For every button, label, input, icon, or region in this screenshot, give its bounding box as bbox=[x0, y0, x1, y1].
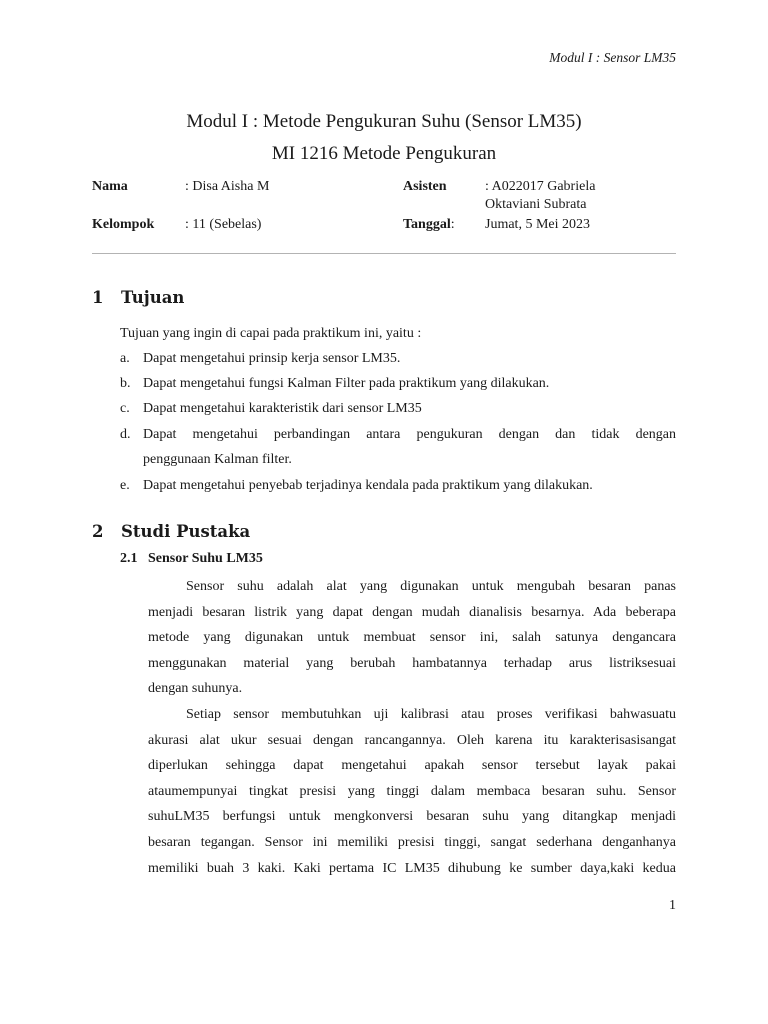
section-number: 1 bbox=[92, 288, 104, 307]
tanggal-value: Jumat, 5 Mei 2023 bbox=[485, 217, 590, 232]
list-marker: a. bbox=[120, 351, 130, 366]
paragraph-line: besaran tegangan. Sensor ini memiliki presisi tinggi, sangat sederhana denganhanya bbox=[148, 834, 676, 850]
list-marker: e. bbox=[120, 478, 130, 493]
tanggal-field bbox=[403, 214, 455, 235]
tujuan-intro: Tujuan yang ingin di capai pada praktikum ini, yaitu : bbox=[120, 326, 422, 341]
paragraph-2 bbox=[148, 702, 676, 881]
list-text: Dapat mengetahui prinsip kerja sensor LM35. bbox=[143, 351, 401, 366]
paragraph-line: menjadi besaran listrik yang dapat dengan mudah dianalisis besarnya. Ada beberapa bbox=[148, 604, 676, 620]
paragraph-line: menggunakan material yang berubah hambatannya terhadap arus listriksesuai bbox=[148, 655, 676, 671]
course-title: MI 1216 Metode Pengukuran bbox=[271, 143, 497, 164]
asisten-value-line2: Oktaviani Subrata bbox=[485, 197, 587, 212]
list-marker: c. bbox=[120, 401, 130, 416]
list-text: Dapat mengetahui karakteristik dari sensor LM35 bbox=[143, 401, 422, 416]
list-text: penggunaan Kalman filter. bbox=[143, 452, 292, 467]
paragraph-line: dengan suhunya. bbox=[148, 681, 243, 697]
list-text: Dapat mengetahui penyebab terjadinya kendala pada praktikum yang dilakukan. bbox=[143, 478, 593, 493]
paragraph-line: memiliki buah 3 kaki. Kaki pertama IC LM35 dihubung ke sumber daya,kaki kedua bbox=[148, 860, 676, 876]
section-number: 2 bbox=[92, 522, 104, 541]
paragraph-line: akurasi alat ukur sesuai dengan rancangannya. Oleh karena itu karakterisasisangat bbox=[148, 732, 676, 748]
paragraph-line: suhuLM35 berfungsi untuk mengkonversi besaran suhu yang ditangkap menjadi bbox=[148, 809, 676, 825]
subsection-title: Sensor Suhu LM35 bbox=[148, 551, 263, 566]
asisten-label: Asisten bbox=[403, 179, 447, 194]
kelompok-value: : 11 (Sebelas) bbox=[185, 217, 262, 232]
nama-value: : Disa Aisha M bbox=[185, 179, 270, 194]
paragraph-1 bbox=[148, 574, 676, 702]
tanggal-label: Tanggal bbox=[403, 217, 451, 232]
document-title: Modul I : Metode Pengukuran Suhu (Sensor LM35) bbox=[186, 111, 582, 132]
paragraph-line: diperlukan sehingga dapat mengetahui apakah sensor tersebut layak pakai bbox=[148, 758, 676, 774]
paragraph-line: metode yang digunakan untuk membuat sensor ini, salah satunya dengancara bbox=[148, 630, 676, 646]
paragraph-line: Sensor suhu adalah alat yang digunakan untuk mengubah besaran panas bbox=[186, 579, 676, 594]
list-marker: b. bbox=[120, 376, 131, 391]
header-divider bbox=[92, 253, 676, 254]
kelompok-label: Kelompok bbox=[92, 217, 155, 232]
list-text: Dapat mengetahui perbandingan antara pengukuran dengan dan tidak dengan bbox=[143, 427, 676, 442]
section-title: Studi Pustaka bbox=[121, 522, 251, 541]
tanggal-colon: : bbox=[450, 217, 455, 232]
nama-label: Nama bbox=[92, 179, 128, 194]
list-marker: d. bbox=[120, 427, 131, 442]
paragraph-line: Setiap sensor membutuhkan uji kalibrasi atau proses verifikasi bahwasuatu bbox=[186, 707, 676, 722]
running-header: Modul I : Sensor LM35 bbox=[549, 50, 676, 65]
paragraph-line: ataumempunyai tingkat presisi yang tinggi dalam membaca besaran suhu. Sensor bbox=[148, 783, 676, 799]
list-text: Dapat mengetahui fungsi Kalman Filter pada praktikum yang dilakukan. bbox=[143, 376, 550, 391]
page-number: 1 bbox=[669, 898, 676, 913]
asisten-value-line1: : A022017 Gabriela bbox=[485, 179, 596, 194]
subsection-heading-sensor-suhu bbox=[120, 551, 263, 567]
section-heading-tujuan bbox=[92, 288, 184, 307]
section-title: Tujuan bbox=[121, 288, 185, 307]
section-heading-studi-pustaka bbox=[92, 522, 250, 541]
subsection-number: 2.1 bbox=[120, 551, 138, 566]
